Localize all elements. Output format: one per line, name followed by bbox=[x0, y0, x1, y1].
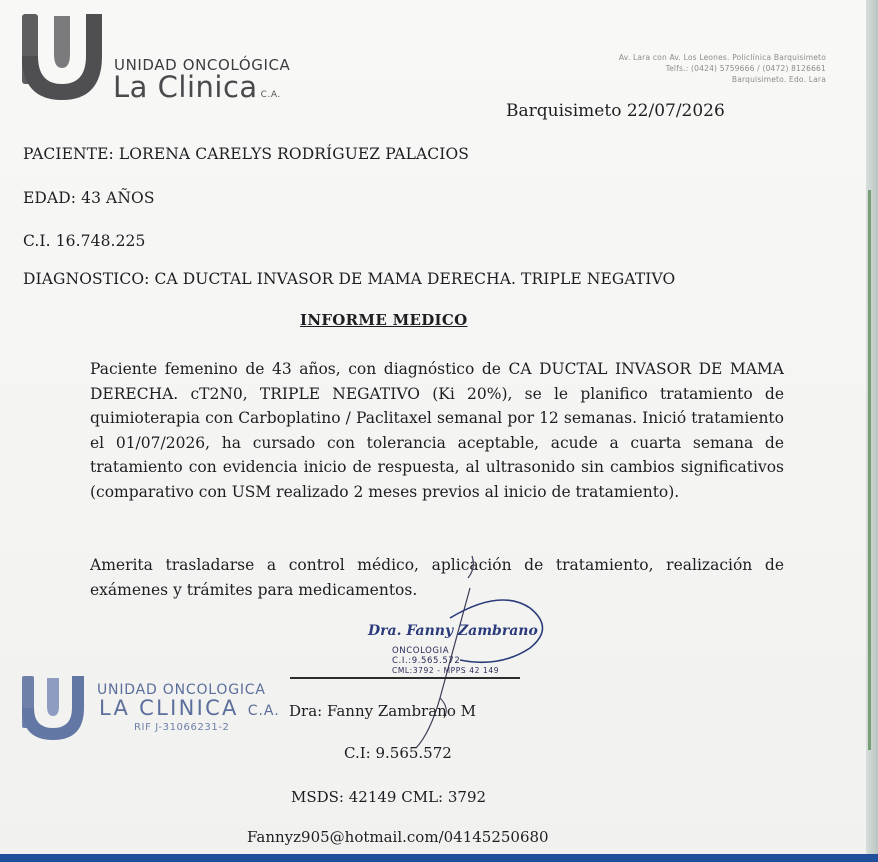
clinic-stamp-rif: RIF J-31066231-2 bbox=[134, 722, 230, 733]
report-paragraph: Paciente femenino de 43 años, con diagnóstico de CA DUCTAL INVASOR DE MAMA DERECHA. cT2N0, TRIPLE NEGATIVO (Ki 20%), se le planifico tratamiento de quimioterapia con Carboplatino / Paclitaxel semanal por 12 semanas. Inició tratamiento el 01/07/2026, ha cursado con tolerancia aceptable, acude a cuarta semana de tratamiento con evidencia inicio de respuesta, al ultrasonido sin cambios significativos (comparativo con USM realizado 2 meses previos al inicio de tratamiento). bbox=[90, 360, 784, 501]
clinic-stamp-name: LA CLINICA bbox=[99, 696, 239, 720]
clinic-stamp-line2 bbox=[99, 696, 280, 720]
clinic-stamp-suffix: C.A. bbox=[247, 703, 280, 719]
address-line: Telfs.: (0424) 5759666 / (0472) 8126661 bbox=[665, 64, 826, 73]
patient-ci: C.I. 16.748.225 bbox=[23, 232, 146, 250]
signature-doctor: Dra: Fanny Zambrano M bbox=[289, 702, 476, 720]
logo-brand-name bbox=[113, 70, 281, 104]
logo-brand-text: La Clinica bbox=[113, 70, 258, 104]
patient-diagnosis: DIAGNOSTICO: CA DUCTAL INVASOR DE MAMA DERECHA. TRIPLE NEGATIVO bbox=[23, 270, 676, 288]
signature-msds: MSDS: 42149 CML: 3792 bbox=[291, 788, 487, 806]
doctor-stamp-specialty: ONCOLOGIA bbox=[392, 646, 450, 656]
patient-name: PACIENTE: LORENA CARELYS RODRÍGUEZ PALACIOS bbox=[23, 145, 469, 163]
doctor-stamp-registry: CML:3792 - MPPS 42 149 bbox=[392, 666, 500, 675]
clinic-address bbox=[506, 52, 826, 85]
signature-line bbox=[290, 677, 520, 679]
bottom-bar bbox=[0, 854, 878, 862]
clinic-stamp-logo-icon bbox=[18, 672, 88, 744]
doctor-stamp-name: Dra. Fanny Zambrano bbox=[368, 623, 538, 639]
report-title: INFORME MEDICO bbox=[300, 311, 468, 329]
logo-suffix: C.A. bbox=[260, 90, 281, 100]
logo-title-line: UNIDAD ONCOLÓGICA bbox=[114, 56, 291, 74]
clinic-stamp-line1: UNIDAD ONCOLOGICA bbox=[97, 682, 266, 698]
address-line: Av. Lara con Av. Los Leones. Policlínica Barquisimeto bbox=[618, 53, 826, 62]
clinic-logo-icon bbox=[18, 10, 106, 104]
page-edge bbox=[866, 0, 878, 854]
signature-contact: Fannyz905@hotmail.com/04145250680 bbox=[247, 828, 549, 846]
patient-age: EDAD: 43 AÑOS bbox=[23, 189, 155, 207]
page-edge-stripe bbox=[868, 190, 871, 750]
address-line: Barquisimeto. Edo. Lara bbox=[731, 75, 826, 84]
signature-ci: C.I: 9.565.572 bbox=[344, 744, 452, 762]
doctor-stamp-ci: C.I.:9.565.572 bbox=[392, 655, 461, 666]
place-date: Barquisimeto 22/07/2026 bbox=[506, 101, 725, 121]
doctor-stamp bbox=[392, 647, 499, 676]
report-paragraph-request: Amerita trasladarse a control médico, aplicación de tratamiento, realización de exámenes y trámites para medicamentos. bbox=[90, 556, 784, 599]
